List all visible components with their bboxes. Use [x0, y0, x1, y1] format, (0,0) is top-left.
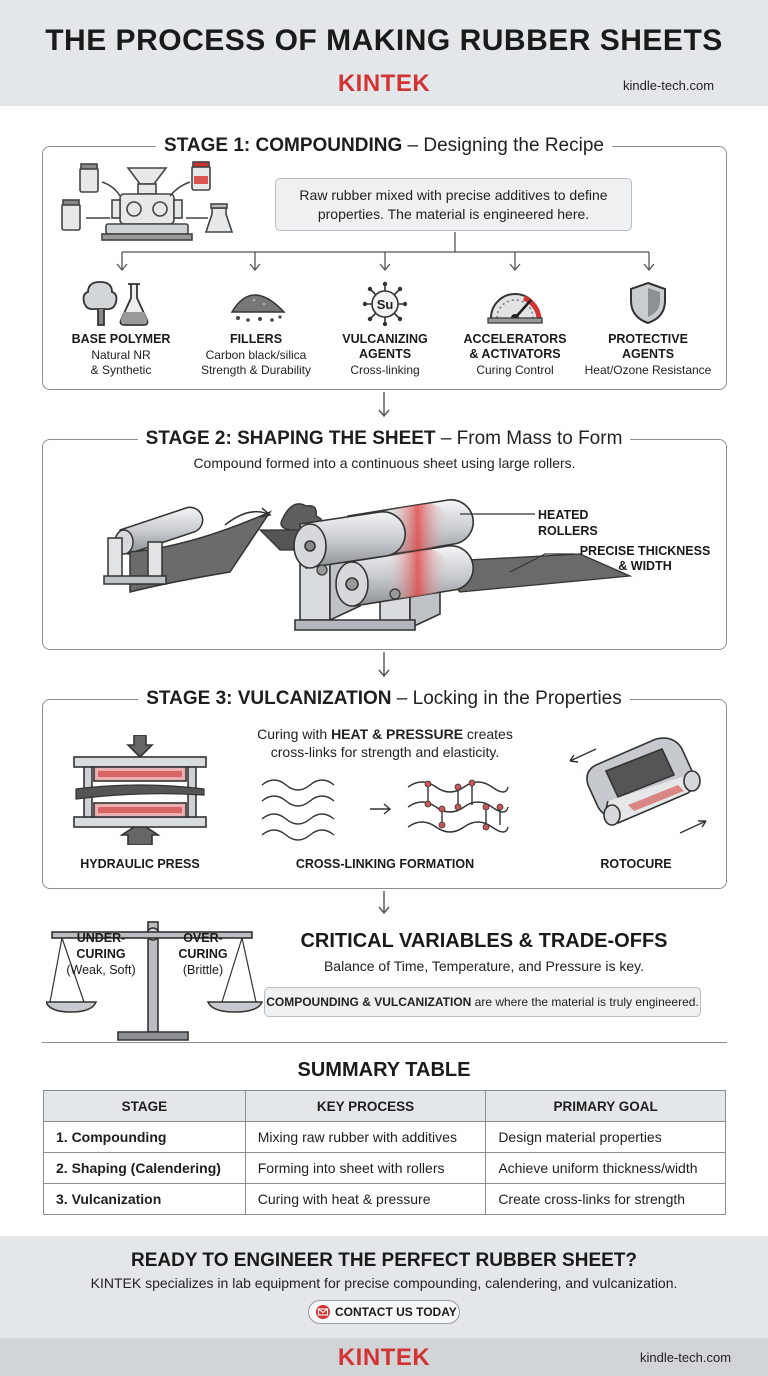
- variables-note: [264, 987, 701, 1017]
- ingredient-sub: Curing Control: [476, 363, 554, 377]
- table-cell: 3. Vulcanization: [44, 1184, 246, 1215]
- cross-link-diagram: [258, 775, 512, 843]
- ingredient-sub: Carbon black/silica: [205, 348, 307, 362]
- ingredient-sub: Cross-linking: [350, 363, 420, 377]
- gauge-icon: [486, 280, 544, 326]
- stage3-description-line2: cross-links for strength and elasticity.: [270, 744, 500, 760]
- stage3-desc-post: creates: [463, 726, 513, 742]
- stage2-title: STAGE 2: SHAPING THE SHEET: [145, 428, 436, 449]
- shield-icon: [626, 280, 670, 326]
- stage1-heading: [0, 135, 768, 157]
- label-thickness: PRECISE THICKNESS: [579, 544, 711, 558]
- down-arrow-icon: [376, 889, 392, 917]
- sulfur-symbol: Su: [376, 297, 394, 312]
- label-hydraulic-press: HYDRAULIC PRESS: [80, 857, 200, 871]
- stage1-title: STAGE 1: COMPOUNDING: [164, 135, 403, 156]
- variables-subtitle: Balance of Time, Temperature, and Pressure is key.: [323, 958, 645, 974]
- ingredient-sub: Heat/Ozone Resistance: [584, 363, 712, 377]
- over-curing-label: CURING: [178, 947, 228, 961]
- table-header-cell: KEY PROCESS: [245, 1091, 486, 1122]
- down-arrow-icon: [376, 650, 392, 680]
- rotocure-icon: [568, 735, 708, 845]
- stage2-heading: [0, 428, 768, 450]
- label-cross-linking: CROSS-LINKING FORMATION: [295, 857, 475, 871]
- label-heated-rollers: HEATED ROLLERS: [538, 508, 598, 538]
- stage3-desc-bold: HEAT & PRESSURE: [331, 726, 464, 742]
- table-row: [44, 1184, 726, 1215]
- under-curing-label: CURING: [76, 947, 126, 961]
- ingredient-title: FILLERS: [229, 332, 283, 346]
- table-header-cell: PRIMARY GOAL: [486, 1091, 726, 1122]
- table-cell: Design material properties: [486, 1122, 726, 1153]
- site-link[interactable]: kindle-tech.com: [623, 78, 715, 93]
- ingredient-sub: Strength & Durability: [200, 363, 312, 377]
- ingredient-title: PROTECTIVE: [608, 332, 688, 346]
- down-arrow-icon: [376, 390, 392, 420]
- contact-us-button[interactable]: [308, 1300, 460, 1324]
- ingredient-title: AGENTS: [621, 347, 675, 361]
- stage2-description: Compound formed into a continuous sheet using large rollers.: [193, 455, 576, 471]
- table-header-row: [44, 1091, 726, 1122]
- over-curing-label: OVER-: [183, 931, 223, 945]
- summary-title: SUMMARY TABLE: [297, 1059, 471, 1081]
- ingredient-title: AGENTS: [358, 347, 412, 361]
- divider: [42, 1042, 727, 1043]
- brand-logo: KINTEK: [337, 70, 431, 97]
- table-cell: Forming into sheet with rollers: [245, 1153, 486, 1184]
- table-row: [44, 1122, 726, 1153]
- label-rotocure: ROTOCURE: [600, 857, 672, 871]
- table-cell: 1. Compounding: [44, 1122, 246, 1153]
- table-cell: Create cross-links for strength: [486, 1184, 726, 1215]
- table-cell: Curing with heat & pressure: [245, 1184, 486, 1215]
- ingredient-title: VULCANIZING: [342, 332, 428, 346]
- table-row: [44, 1153, 726, 1184]
- hydraulic-press-icon: [68, 735, 212, 845]
- page-title: THE PROCESS OF MAKING RUBBER SHEETS: [45, 24, 723, 57]
- table-cell: Achieve uniform thickness/width: [486, 1153, 726, 1184]
- summary-table: [43, 1090, 726, 1215]
- over-curing-note: (Brittle): [182, 963, 224, 977]
- ingredient-title: & ACTIVATORS: [469, 347, 561, 361]
- ingredient-sub: & Synthetic: [90, 363, 152, 377]
- stage1-connectors: [110, 230, 670, 275]
- footer-site-link[interactable]: kindle-tech.com: [640, 1350, 732, 1365]
- variables-title: CRITICAL VARIABLES & TRADE-OFFS: [300, 930, 668, 952]
- cta-title: READY TO ENGINEER THE PERFECT RUBBER SHEET?: [130, 1250, 638, 1271]
- footer-brand: KINTEK: [337, 1344, 431, 1371]
- stage3-desc-pre: Curing with: [257, 726, 332, 742]
- variables-note-bold: COMPOUNDING & VULCANIZATION: [266, 995, 472, 1009]
- under-curing-label: UNDER-: [76, 931, 126, 945]
- cta-text: KINTEK specializes in lab equipment for precise compounding, calendering, and vulcanization.: [90, 1275, 678, 1291]
- stage2-subtitle: – From Mass to Form: [440, 428, 623, 449]
- under-curing-note: (Weak, Soft): [66, 963, 136, 977]
- table-cell: Mixing raw rubber with additives: [245, 1122, 486, 1153]
- header-banner: [0, 0, 768, 106]
- ingredient-title: BASE POLYMER: [71, 332, 171, 346]
- stage3-heading: [0, 688, 768, 710]
- variables-note-rest: are where the material is truly engineered.: [471, 995, 699, 1009]
- tree-flask-icon: [76, 280, 166, 328]
- stage1-subtitle: – Designing the Recipe: [407, 135, 604, 156]
- ingredient-sub: Natural NR: [91, 348, 151, 362]
- stage1-description: Raw rubber mixed with precise additives to define properties. The material is engineered here.: [275, 178, 632, 231]
- filler-pile-icon: [226, 280, 290, 326]
- stage3-title: STAGE 3: VULCANIZATION: [146, 688, 392, 709]
- mail-icon: [315, 1305, 331, 1319]
- footer-bar: [0, 1338, 768, 1376]
- table-header-cell: STAGE: [44, 1091, 246, 1122]
- stage3-subtitle: – Locking in the Properties: [396, 688, 622, 709]
- table-cell: 2. Shaping (Calendering): [44, 1153, 246, 1184]
- contact-button-label: CONTACT US TODAY: [335, 1305, 457, 1319]
- label-width: & WIDTH: [618, 559, 672, 573]
- stage3-description: [230, 725, 540, 744]
- ingredient-title: ACCELERATORS: [463, 332, 567, 346]
- sulfur-molecule-icon: [360, 280, 410, 328]
